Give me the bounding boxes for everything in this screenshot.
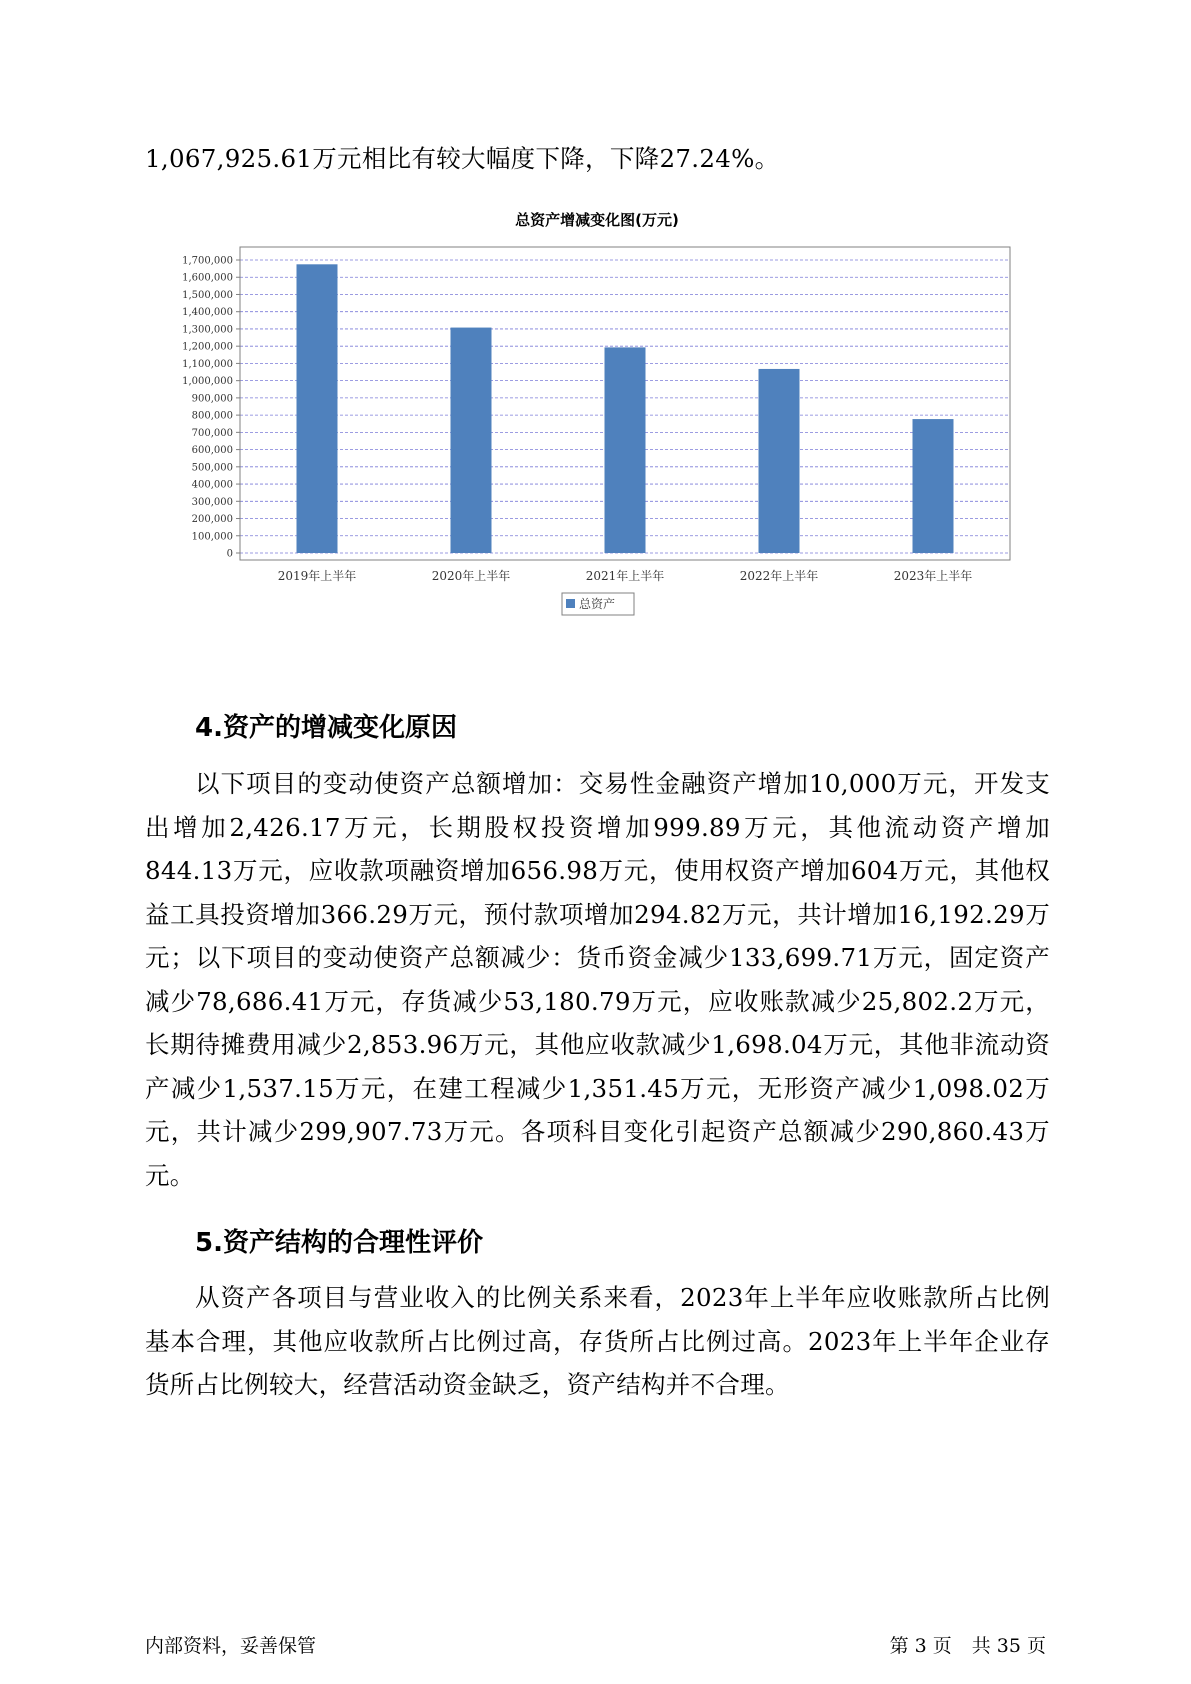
y-tick-label: 400,000 [191,479,233,491]
y-axis-ticks [182,256,240,560]
y-tick-label: 1,100,000 [182,358,233,370]
y-tick-label: 800,000 [191,410,233,422]
footer-confidential-note: 内部资料，妥善保管 [145,1635,317,1657]
legend-swatch [566,599,575,608]
chart-title: 总资产增减变化图(万元) [515,211,679,229]
section4-body: 以下项目的变动使资产总额增加：交易性金融资产增加10,000万元，开发支出增加2,426.17万元，长期股权投资增加999.89万元，其他流动资产增加844.13万元，应收款项融资增加656.98万元，使用权资产增加604万元，其他权益工具投资增加366.29万元，预付款项增加294.82万元，共计增加16,192.29万元；以下项目的变动使资产总额减少：货币资金减少133,699.71万元，固定资产减少78,686.41万元，存货减少53,180.79万元，应收账款减少25,802.2万元，长期待摊费用减少2,853.96万元，其他应收款减少1,698.04万元，其他非流动资产减少1,537.15万元，在建工程减少1,351.45万元，无形资产减少1,098.02万元，共计减少299,907.73万元。各项科目变化引起资产总额减少290,860.43万元。 [145,769,1050,1190]
total-assets-bar-chart [0,210,1191,630]
y-tick-label: 700,000 [191,427,233,439]
y-tick-label: 200,000 [191,514,233,526]
bar-4 [759,369,800,553]
bar-1 [297,264,338,553]
section4-heading: 4.资产的增减变化原因 [195,713,457,743]
y-tick-label: 1,200,000 [182,341,233,353]
footer-page-number [890,1634,1046,1658]
bar-series [297,264,954,553]
x-tick-label: 2019年上半年 [277,569,357,583]
x-tick-label: 2022年上半年 [739,569,819,583]
intro-paragraph: 1,067,925.61万元相比有较大幅度下降，下降27.24%。 [145,144,780,173]
section5-body: 从资产各项目与营业收入的比例关系来看，2023年上半年应收账款所占比例基本合理，其他应收款所占比例过高，存货所占比例过高。2023年上半年企业存货所占比例较大，经营活动资金缺乏，资产结构并不合理。 [145,1283,1050,1399]
chart-legend [562,593,634,615]
bar-5 [913,419,954,553]
y-tick-label: 1,600,000 [182,272,233,284]
y-tick-label: 1,300,000 [182,324,233,336]
y-tick-label: 300,000 [191,496,233,508]
y-tick-label: 500,000 [191,462,233,474]
footer-total-pages: 共 35 页 [971,1635,1046,1657]
y-tick-label: 0 [226,548,233,560]
footer-current-page: 第 3 页 [889,1635,952,1657]
y-tick-label: 900,000 [191,393,233,405]
y-tick-label: 100,000 [191,531,233,543]
section5-heading: 5.资产结构的合理性评价 [195,1228,483,1258]
y-tick-label: 1,500,000 [182,289,233,301]
bar-3 [605,347,646,553]
y-tick-label: 1,000,000 [182,376,233,388]
x-tick-label: 2021年上半年 [585,569,665,583]
legend-label: 总资产 [579,597,616,611]
x-tick-label: 2023年上半年 [893,569,973,583]
bar-2 [451,328,492,553]
y-tick-label: 1,700,000 [182,255,233,267]
y-tick-label: 600,000 [191,445,233,457]
x-axis-ticks [278,568,973,583]
y-tick-label: 1,400,000 [182,307,233,319]
x-tick-label: 2020年上半年 [431,569,511,583]
